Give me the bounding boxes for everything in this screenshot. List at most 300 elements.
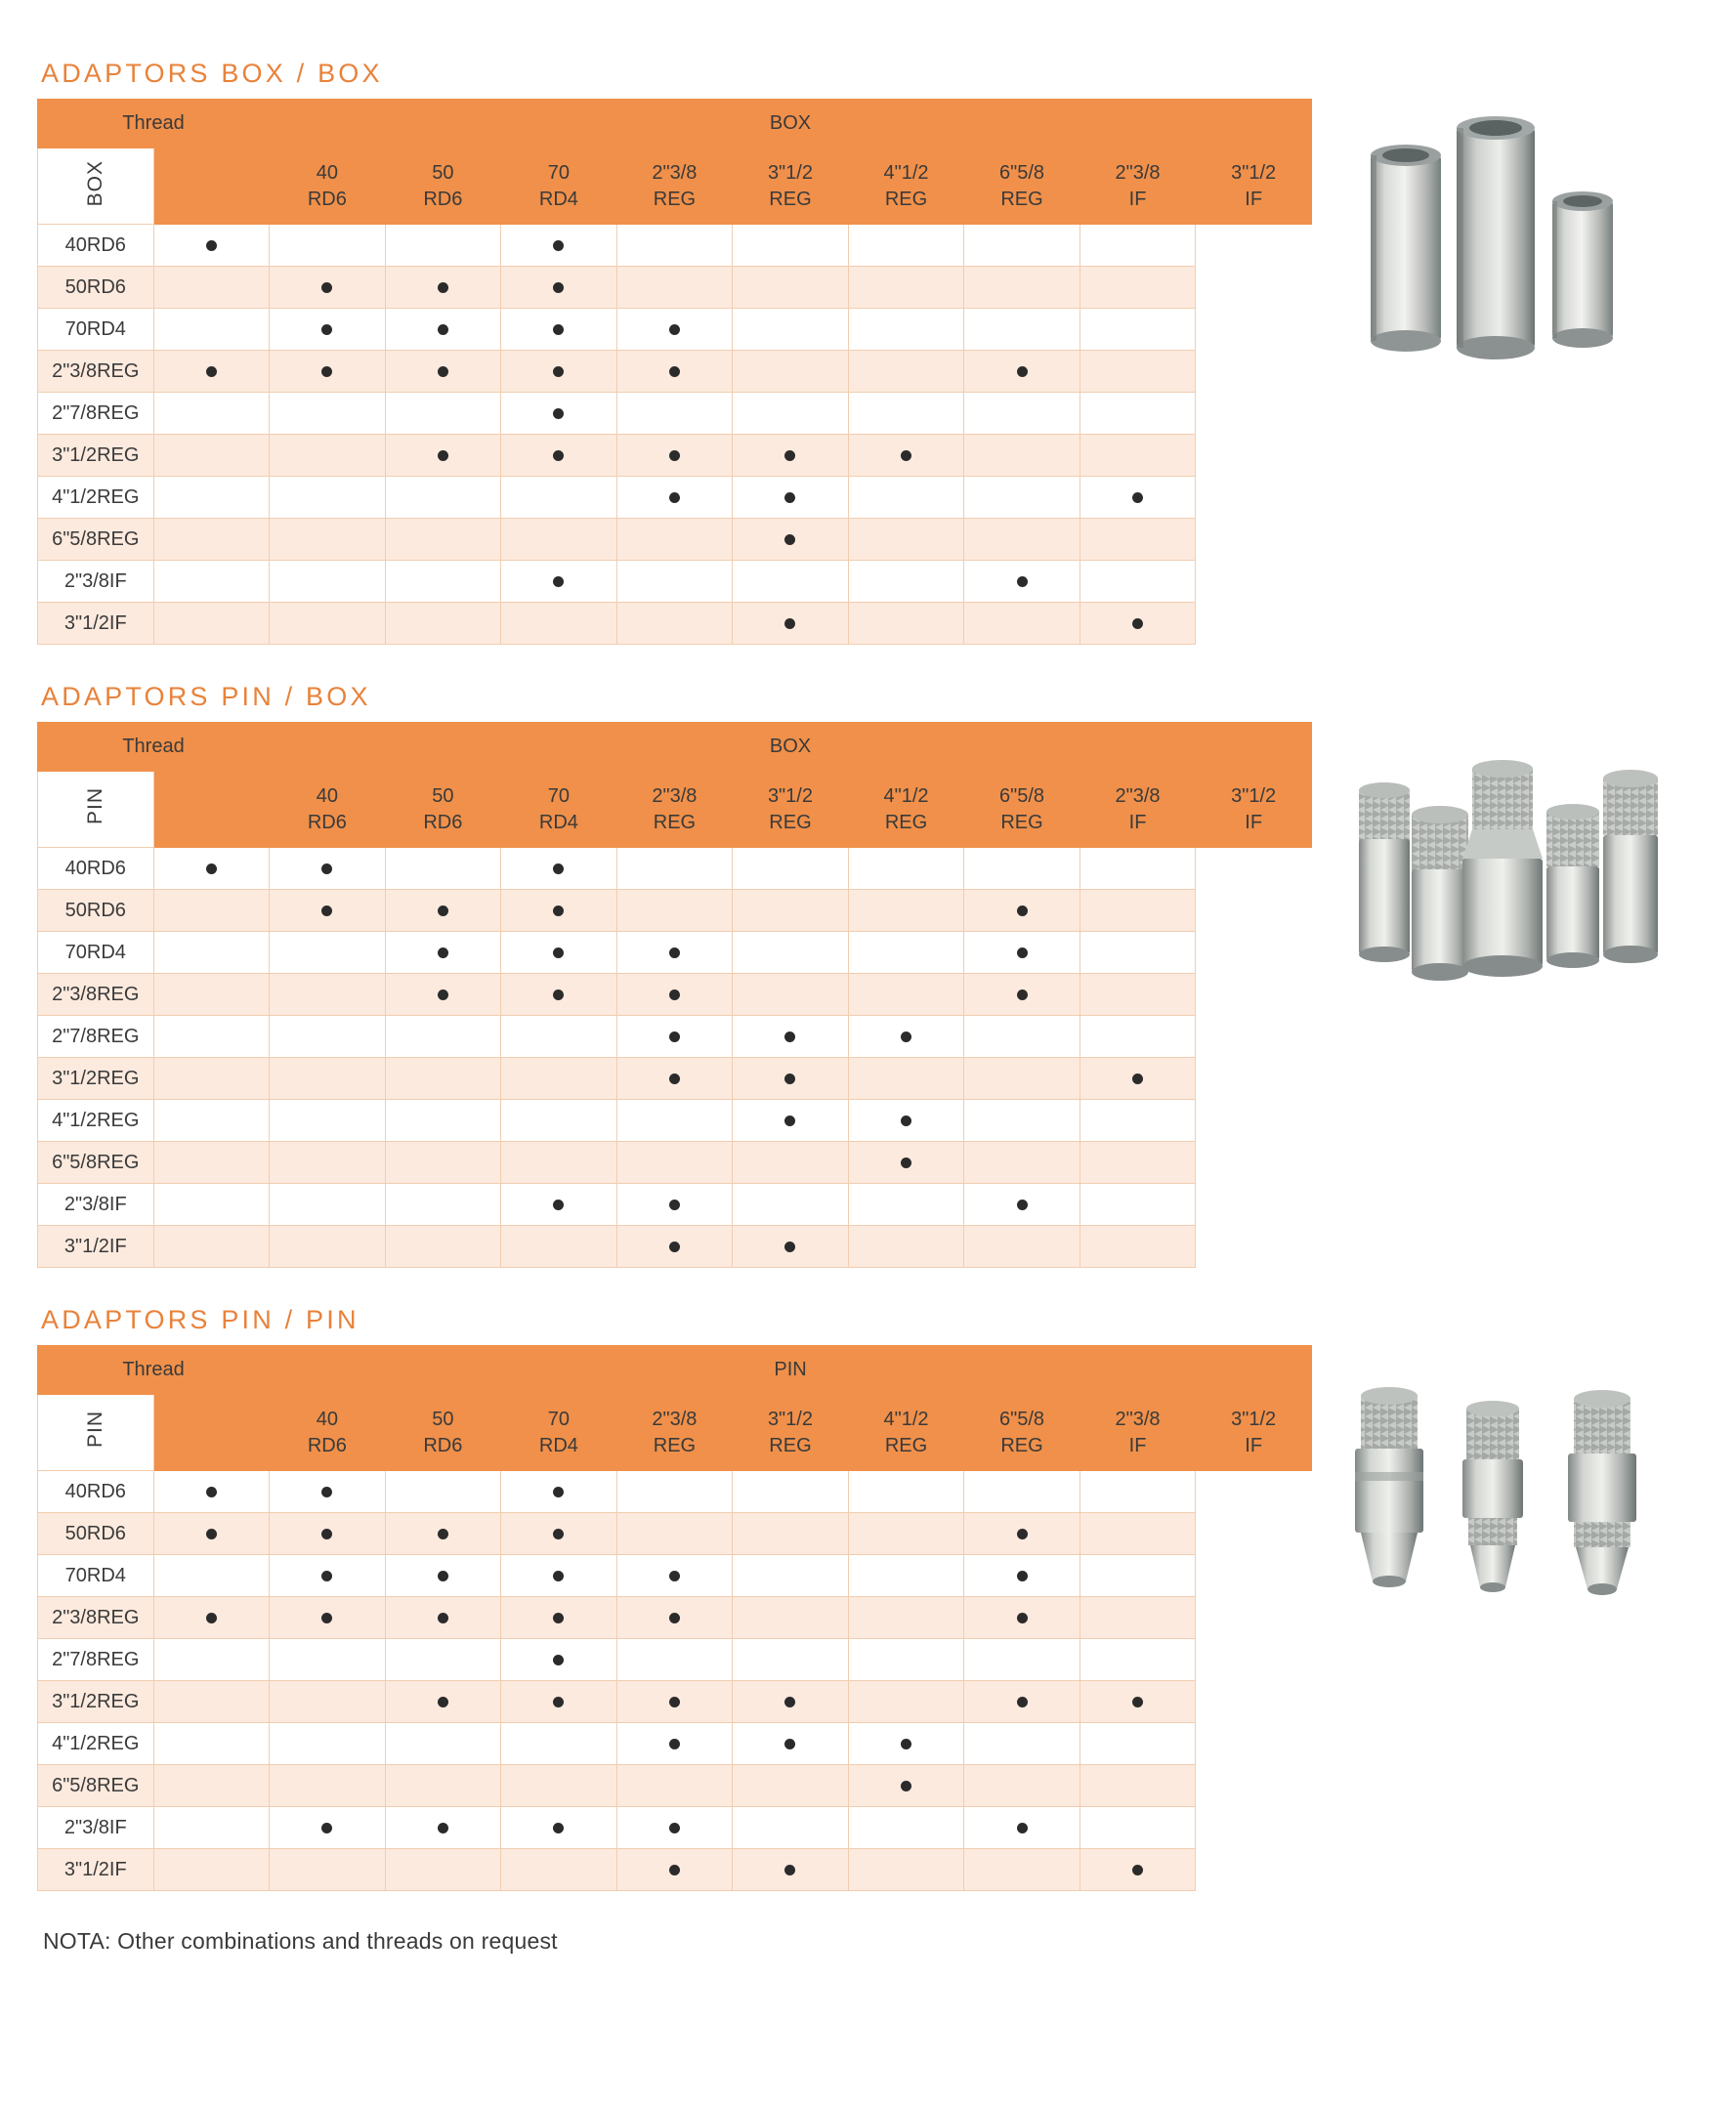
row-label: 70RD4 <box>38 932 154 974</box>
availability-dot <box>553 408 564 419</box>
matrix-cell-marked <box>848 1765 964 1807</box>
matrix-cell-empty <box>1080 435 1196 477</box>
matrix-body-0 <box>38 225 1312 645</box>
matrix-cell-empty <box>501 1723 617 1765</box>
table-row <box>38 477 1312 519</box>
matrix-cell-marked <box>501 267 617 309</box>
matrix-cell-marked <box>501 351 617 393</box>
column-header-1: 50 RD6 <box>385 772 501 848</box>
section-title: ADAPTORS BOX / BOX <box>41 59 383 88</box>
matrix-cell-empty <box>848 848 964 890</box>
column-header-6: 6"5/8 REG <box>964 1395 1080 1471</box>
row-label: 50RD6 <box>38 1513 154 1555</box>
matrix-cell-marked <box>153 1597 270 1639</box>
section-title: ADAPTORS PIN / BOX <box>41 682 371 711</box>
matrix-cell-empty <box>848 1184 964 1226</box>
matrix-cell-empty <box>848 477 964 519</box>
matrix-cell-empty <box>616 1471 733 1513</box>
adaptor-illustration <box>1341 99 1703 392</box>
matrix-cell-empty <box>616 1142 733 1184</box>
matrix-cell-empty <box>733 1807 849 1849</box>
matrix-cell-marked <box>848 1100 964 1142</box>
adaptors-box-box-table <box>37 99 1312 645</box>
matrix-cell-empty <box>964 1765 1080 1807</box>
matrix-cell-empty <box>385 1100 501 1142</box>
column-header-4: 3"1/2 REG <box>733 1395 849 1471</box>
matrix-cell-marked <box>1080 477 1196 519</box>
matrix-cell-empty <box>964 267 1080 309</box>
matrix-cell-empty <box>385 1849 501 1891</box>
table-wrap <box>37 1345 1312 1891</box>
matrix-cell-empty <box>501 1226 617 1268</box>
matrix-cell-empty <box>153 1058 270 1100</box>
matrix-cell-empty <box>1080 1226 1196 1268</box>
matrix-cell-marked <box>270 848 386 890</box>
matrix-cell-marked <box>616 1681 733 1723</box>
matrix-cell-empty <box>1080 1639 1196 1681</box>
column-header-8: 3"1/2 IF <box>1196 772 1312 848</box>
matrix-cell-empty <box>733 1184 849 1226</box>
matrix-cell-empty <box>153 1681 270 1723</box>
matrix-body-1 <box>38 848 1312 1268</box>
availability-dot <box>553 1200 564 1210</box>
matrix-cell-empty <box>270 1100 386 1142</box>
matrix-cell-marked <box>964 1681 1080 1723</box>
availability-dot <box>553 1571 564 1581</box>
matrix-cell-marked <box>385 1807 501 1849</box>
matrix-cell-marked <box>270 1597 386 1639</box>
matrix-cell-empty <box>385 848 501 890</box>
matrix-cell-empty <box>1080 267 1196 309</box>
matrix-cell-empty <box>848 393 964 435</box>
matrix-cell-empty <box>848 519 964 561</box>
matrix-cell-marked <box>501 1681 617 1723</box>
availability-dot <box>321 906 332 916</box>
row-label: 50RD6 <box>38 267 154 309</box>
matrix-cell-empty <box>733 848 849 890</box>
table-row <box>38 848 1312 890</box>
column-header-6: 6"5/8 REG <box>964 772 1080 848</box>
column-header-8: 3"1/2 IF <box>1196 1395 1312 1471</box>
matrix-cell-empty <box>964 1471 1080 1513</box>
table-row <box>38 1016 1312 1058</box>
matrix-cell-marked <box>1080 603 1196 645</box>
table-row <box>38 1555 1312 1597</box>
matrix-cell-empty <box>153 1639 270 1681</box>
matrix-cell-marked <box>616 351 733 393</box>
matrix-cell-empty <box>848 1681 964 1723</box>
availability-dot <box>438 282 448 293</box>
adaptors-pin-pin-table <box>37 1345 1312 1891</box>
matrix-cell-empty <box>270 561 386 603</box>
row-label: 2"3/8REG <box>38 351 154 393</box>
matrix-cell-marked <box>964 351 1080 393</box>
matrix-cell-empty <box>270 225 386 267</box>
availability-dot <box>669 1571 680 1581</box>
thread-header: Thread <box>38 100 270 148</box>
matrix-cell-marked <box>616 1597 733 1639</box>
availability-dot <box>901 450 911 461</box>
matrix-cell-empty <box>270 477 386 519</box>
row-label: 40RD6 <box>38 225 154 267</box>
column-header-5: 4"1/2 REG <box>848 1395 964 1471</box>
matrix-cell-empty <box>270 435 386 477</box>
availability-dot <box>1132 1865 1143 1875</box>
matrix-cell-empty <box>153 1723 270 1765</box>
matrix-cell-marked <box>964 1513 1080 1555</box>
availability-dot <box>1017 1823 1028 1833</box>
matrix-cell-empty <box>1080 1513 1196 1555</box>
matrix-cell-marked <box>616 1226 733 1268</box>
adaptor-illustration <box>1341 722 1703 1015</box>
matrix-cell-empty <box>385 477 501 519</box>
matrix-cell-empty <box>964 848 1080 890</box>
matrix-cell-empty <box>733 932 849 974</box>
matrix-cell-empty <box>153 603 270 645</box>
column-header-2: 70 RD4 <box>501 1395 617 1471</box>
matrix-cell-empty <box>153 519 270 561</box>
matrix-cell-marked <box>501 1639 617 1681</box>
availability-dot <box>206 366 217 377</box>
table-row <box>38 1765 1312 1807</box>
matrix-cell-marked <box>385 932 501 974</box>
column-header-0: 40 RD6 <box>270 148 386 225</box>
table-row <box>38 351 1312 393</box>
matrix-cell-empty <box>153 1807 270 1849</box>
matrix-cell-empty <box>1080 1142 1196 1184</box>
availability-dot <box>321 1571 332 1581</box>
availability-dot <box>553 450 564 461</box>
table-row <box>38 1100 1312 1142</box>
matrix-cell-marked <box>964 1807 1080 1849</box>
row-label: 6"5/8REG <box>38 1142 154 1184</box>
availability-dot <box>901 1116 911 1126</box>
column-header-7: 2"3/8 IF <box>1080 772 1196 848</box>
matrix-cell-empty <box>848 1513 964 1555</box>
table-row <box>38 561 1312 603</box>
matrix-cell-empty <box>733 1555 849 1597</box>
matrix-cell-marked <box>848 1723 964 1765</box>
matrix-cell-empty <box>385 1723 501 1765</box>
availability-dot <box>553 324 564 335</box>
matrix-cell-empty <box>1080 519 1196 561</box>
matrix-cell-marked <box>270 890 386 932</box>
availability-dot <box>553 282 564 293</box>
availability-dot <box>321 1529 332 1539</box>
matrix-cell-empty <box>1080 974 1196 1016</box>
availability-dot <box>669 324 680 335</box>
row-label: 3"1/2REG <box>38 1058 154 1100</box>
row-label: 2"3/8REG <box>38 1597 154 1639</box>
matrix-cell-empty <box>848 1471 964 1513</box>
availability-dot <box>1132 492 1143 503</box>
matrix-cell-empty <box>270 1058 386 1100</box>
matrix-cell-empty <box>1080 1765 1196 1807</box>
availability-dot <box>784 1074 795 1084</box>
row-label: 4"1/2REG <box>38 477 154 519</box>
matrix-cell-marked <box>501 561 617 603</box>
matrix-cell-empty <box>616 1639 733 1681</box>
matrix-cell-empty <box>964 1016 1080 1058</box>
matrix-cell-empty <box>1080 1184 1196 1226</box>
availability-dot <box>1017 1571 1028 1581</box>
table-row <box>38 519 1312 561</box>
matrix-cell-empty <box>1080 1100 1196 1142</box>
matrix-cell-marked <box>501 393 617 435</box>
matrix-cell-marked <box>385 974 501 1016</box>
column-header-2: 70 RD4 <box>501 772 617 848</box>
table-header-row <box>38 723 1312 772</box>
matrix-cell-empty <box>848 890 964 932</box>
matrix-cell-empty <box>501 1100 617 1142</box>
row-label: 70RD4 <box>38 1555 154 1597</box>
side-axis-label: BOX <box>38 148 154 225</box>
matrix-cell-marked <box>964 561 1080 603</box>
matrix-cell-empty <box>501 1765 617 1807</box>
table-wrap <box>37 722 1312 1268</box>
row-label: 40RD6 <box>38 848 154 890</box>
table-column-header-row <box>38 148 1312 225</box>
matrix-cell-empty <box>848 974 964 1016</box>
matrix-cell-marked <box>733 1016 849 1058</box>
availability-dot <box>1132 618 1143 629</box>
matrix-cell-marked <box>733 1681 849 1723</box>
matrix-cell-empty <box>1080 932 1196 974</box>
availability-dot <box>553 366 564 377</box>
matrix-cell-marked <box>270 309 386 351</box>
availability-dot <box>1017 948 1028 958</box>
matrix-cell-marked <box>501 974 617 1016</box>
availability-dot <box>784 1116 795 1126</box>
availability-dot <box>553 1487 564 1497</box>
matrix-cell-marked <box>385 1555 501 1597</box>
row-label: 4"1/2REG <box>38 1723 154 1765</box>
row-label: 70RD4 <box>38 309 154 351</box>
matrix-cell-marked <box>733 519 849 561</box>
matrix-cell-empty <box>270 1639 386 1681</box>
matrix-cell-marked <box>385 890 501 932</box>
availability-dot <box>669 990 680 1000</box>
group-header: PIN <box>270 1346 1312 1395</box>
matrix-cell-marked <box>1080 1849 1196 1891</box>
matrix-cell-empty <box>616 1100 733 1142</box>
matrix-cell-empty <box>385 1058 501 1100</box>
matrix-cell-empty <box>270 393 386 435</box>
matrix-cell-marked <box>733 1723 849 1765</box>
table-row <box>38 1597 1312 1639</box>
matrix-cell-marked <box>964 890 1080 932</box>
table-row <box>38 1723 1312 1765</box>
matrix-cell-marked <box>733 603 849 645</box>
row-label: 2"3/8REG <box>38 974 154 1016</box>
matrix-cell-marked <box>270 1471 386 1513</box>
matrix-cell-empty <box>964 1849 1080 1891</box>
matrix-cell-empty <box>270 1016 386 1058</box>
matrix-cell-empty <box>270 974 386 1016</box>
matrix-cell-empty <box>848 1226 964 1268</box>
matrix-cell-empty <box>733 225 849 267</box>
section-adaptors-pin-box <box>37 682 1682 1268</box>
side-axis-label: PIN <box>38 1395 154 1471</box>
availability-dot <box>669 450 680 461</box>
row-label: 3"1/2IF <box>38 1226 154 1268</box>
matrix-cell-empty <box>848 1639 964 1681</box>
matrix-cell-empty <box>733 267 849 309</box>
matrix-cell-empty <box>848 267 964 309</box>
matrix-cell-empty <box>153 1849 270 1891</box>
availability-dot <box>553 1823 564 1833</box>
section-title: ADAPTORS PIN / PIN <box>41 1305 360 1334</box>
availability-dot <box>669 1242 680 1252</box>
matrix-cell-empty <box>964 1639 1080 1681</box>
matrix-cell-empty <box>270 1849 386 1891</box>
matrix-cell-marked <box>616 974 733 1016</box>
availability-dot <box>1017 1697 1028 1707</box>
pin-pin-adaptors-photo <box>1312 1345 1703 1638</box>
availability-dot <box>553 1529 564 1539</box>
availability-dot <box>669 1739 680 1749</box>
availability-dot <box>669 492 680 503</box>
availability-dot <box>321 324 332 335</box>
matrix-cell-marked <box>1080 1058 1196 1100</box>
matrix-cell-marked <box>964 1597 1080 1639</box>
availability-dot <box>553 906 564 916</box>
matrix-cell-empty <box>501 603 617 645</box>
matrix-cell-empty <box>501 1058 617 1100</box>
availability-dot <box>553 1655 564 1665</box>
matrix-cell-empty <box>385 603 501 645</box>
matrix-cell-empty <box>1080 848 1196 890</box>
availability-dot <box>553 240 564 251</box>
availability-dot <box>1017 1200 1028 1210</box>
matrix-cell-marked <box>616 1555 733 1597</box>
matrix-cell-marked <box>153 1513 270 1555</box>
matrix-cell-empty <box>270 1226 386 1268</box>
matrix-cell-empty <box>964 309 1080 351</box>
side-axis-label: PIN <box>38 772 154 848</box>
matrix-cell-marked <box>153 225 270 267</box>
matrix-cell-empty <box>501 477 617 519</box>
availability-dot <box>553 863 564 874</box>
matrix-cell-empty <box>153 1142 270 1184</box>
matrix-cell-empty <box>848 351 964 393</box>
matrix-cell-empty <box>733 1471 849 1513</box>
matrix-cell-empty <box>848 1555 964 1597</box>
matrix-cell-marked <box>501 1513 617 1555</box>
matrix-cell-empty <box>964 435 1080 477</box>
matrix-cell-marked <box>964 932 1080 974</box>
column-header-1: 50 RD6 <box>385 148 501 225</box>
matrix-cell-marked <box>501 1471 617 1513</box>
row-label: 2"3/8IF <box>38 1807 154 1849</box>
matrix-cell-empty <box>733 1142 849 1184</box>
matrix-cell-empty <box>848 1807 964 1849</box>
matrix-cell-empty <box>964 1058 1080 1100</box>
matrix-cell-empty <box>153 309 270 351</box>
matrix-cell-empty <box>733 974 849 1016</box>
matrix-cell-empty <box>733 1597 849 1639</box>
matrix-cell-marked <box>270 267 386 309</box>
availability-dot <box>784 450 795 461</box>
matrix-cell-marked <box>616 1058 733 1100</box>
matrix-cell-empty <box>964 1723 1080 1765</box>
matrix-cell-marked <box>501 1597 617 1639</box>
table-row <box>38 435 1312 477</box>
row-label-header <box>153 1395 270 1471</box>
matrix-cell-empty <box>153 1184 270 1226</box>
availability-dot <box>669 1865 680 1875</box>
matrix-cell-empty <box>153 477 270 519</box>
table-column-header-row <box>38 772 1312 848</box>
availability-dot <box>438 1613 448 1623</box>
availability-dot <box>669 948 680 958</box>
matrix-cell-empty <box>270 1142 386 1184</box>
group-header: BOX <box>270 100 1312 148</box>
matrix-cell-empty <box>385 519 501 561</box>
matrix-cell-marked <box>385 1597 501 1639</box>
matrix-cell-empty <box>1080 309 1196 351</box>
matrix-cell-empty <box>385 1016 501 1058</box>
matrix-cell-empty <box>616 561 733 603</box>
matrix-cell-marked <box>385 435 501 477</box>
column-header-0: 40 RD6 <box>270 772 386 848</box>
matrix-cell-empty <box>616 1513 733 1555</box>
matrix-cell-empty <box>733 1639 849 1681</box>
matrix-cell-empty <box>733 309 849 351</box>
matrix-cell-marked <box>733 1100 849 1142</box>
column-header-2: 70 RD4 <box>501 148 617 225</box>
row-label-header <box>153 148 270 225</box>
availability-dot <box>784 1697 795 1707</box>
row-label: 4"1/2REG <box>38 1100 154 1142</box>
matrix-cell-empty <box>270 1184 386 1226</box>
box-box-adaptors-photo <box>1312 99 1703 392</box>
row-label: 2"3/8IF <box>38 1184 154 1226</box>
matrix-cell-marked <box>616 1016 733 1058</box>
column-header-0: 40 RD6 <box>270 1395 386 1471</box>
matrix-cell-marked <box>1080 1681 1196 1723</box>
matrix-cell-marked <box>270 1807 386 1849</box>
matrix-cell-empty <box>153 561 270 603</box>
availability-dot <box>206 1613 217 1623</box>
matrix-cell-empty <box>616 267 733 309</box>
matrix-cell-marked <box>501 1555 617 1597</box>
table-row <box>38 393 1312 435</box>
row-label: 3"1/2REG <box>38 1681 154 1723</box>
row-label: 6"5/8REG <box>38 519 154 561</box>
matrix-cell-marked <box>385 1513 501 1555</box>
matrix-cell-empty <box>385 1765 501 1807</box>
matrix-cell-marked <box>616 1184 733 1226</box>
table-row <box>38 1226 1312 1268</box>
column-header-4: 3"1/2 REG <box>733 148 849 225</box>
matrix-cell-empty <box>153 393 270 435</box>
matrix-cell-marked <box>733 1058 849 1100</box>
matrix-cell-marked <box>616 1807 733 1849</box>
table-row <box>38 1639 1312 1681</box>
matrix-cell-empty <box>153 974 270 1016</box>
matrix-cell-empty <box>848 561 964 603</box>
matrix-cell-marked <box>153 351 270 393</box>
availability-dot <box>553 1697 564 1707</box>
availability-dot <box>784 534 795 545</box>
matrix-cell-empty <box>153 1100 270 1142</box>
matrix-cell-marked <box>501 309 617 351</box>
table-row <box>38 932 1312 974</box>
matrix-cell-empty <box>616 603 733 645</box>
matrix-cell-empty <box>964 1142 1080 1184</box>
availability-dot <box>438 1823 448 1833</box>
